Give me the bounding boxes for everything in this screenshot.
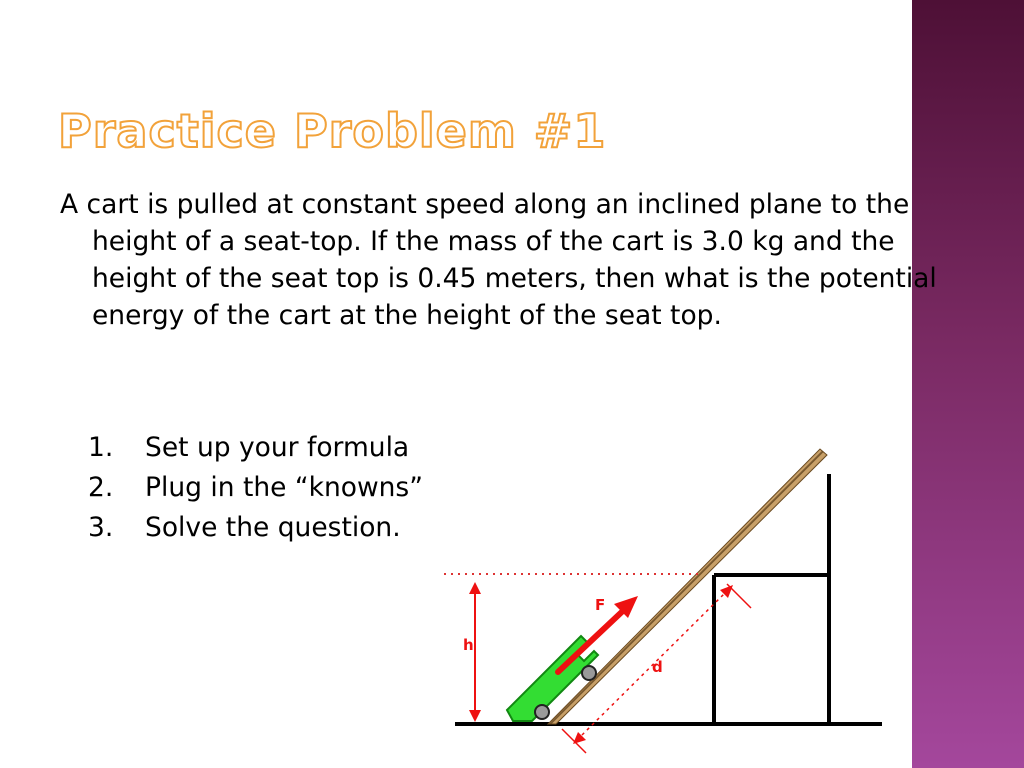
inclined-plane-diagram <box>440 440 890 760</box>
problem-text: A cart is pulled at constant speed along an inclined plane to the height of a seat-top. If the mass of the cart is 3.0 kg and the height of the seat top is 0.45 meters, then what is the potential energy of the cart at the height of the seat top. <box>60 189 937 331</box>
seat-frame <box>714 474 829 724</box>
step-number: 1. <box>88 432 114 463</box>
steps-list <box>88 428 423 548</box>
inclined-plank <box>548 449 827 724</box>
step-text: Plug in the “knowns” <box>145 472 423 503</box>
step-text: Solve the question. <box>145 512 401 543</box>
step-number: 3. <box>88 512 114 543</box>
height-label: h <box>463 636 474 654</box>
step-item <box>88 428 423 468</box>
step-item <box>88 468 423 508</box>
decorative-side-bar <box>912 0 1024 768</box>
step-number: 2. <box>88 472 114 503</box>
force-label: F <box>595 596 606 614</box>
step-text: Set up your formula <box>145 432 410 463</box>
slide-title: Practice Problem #1 <box>58 104 607 158</box>
step-item <box>88 508 423 548</box>
distance-label: d <box>652 658 663 676</box>
